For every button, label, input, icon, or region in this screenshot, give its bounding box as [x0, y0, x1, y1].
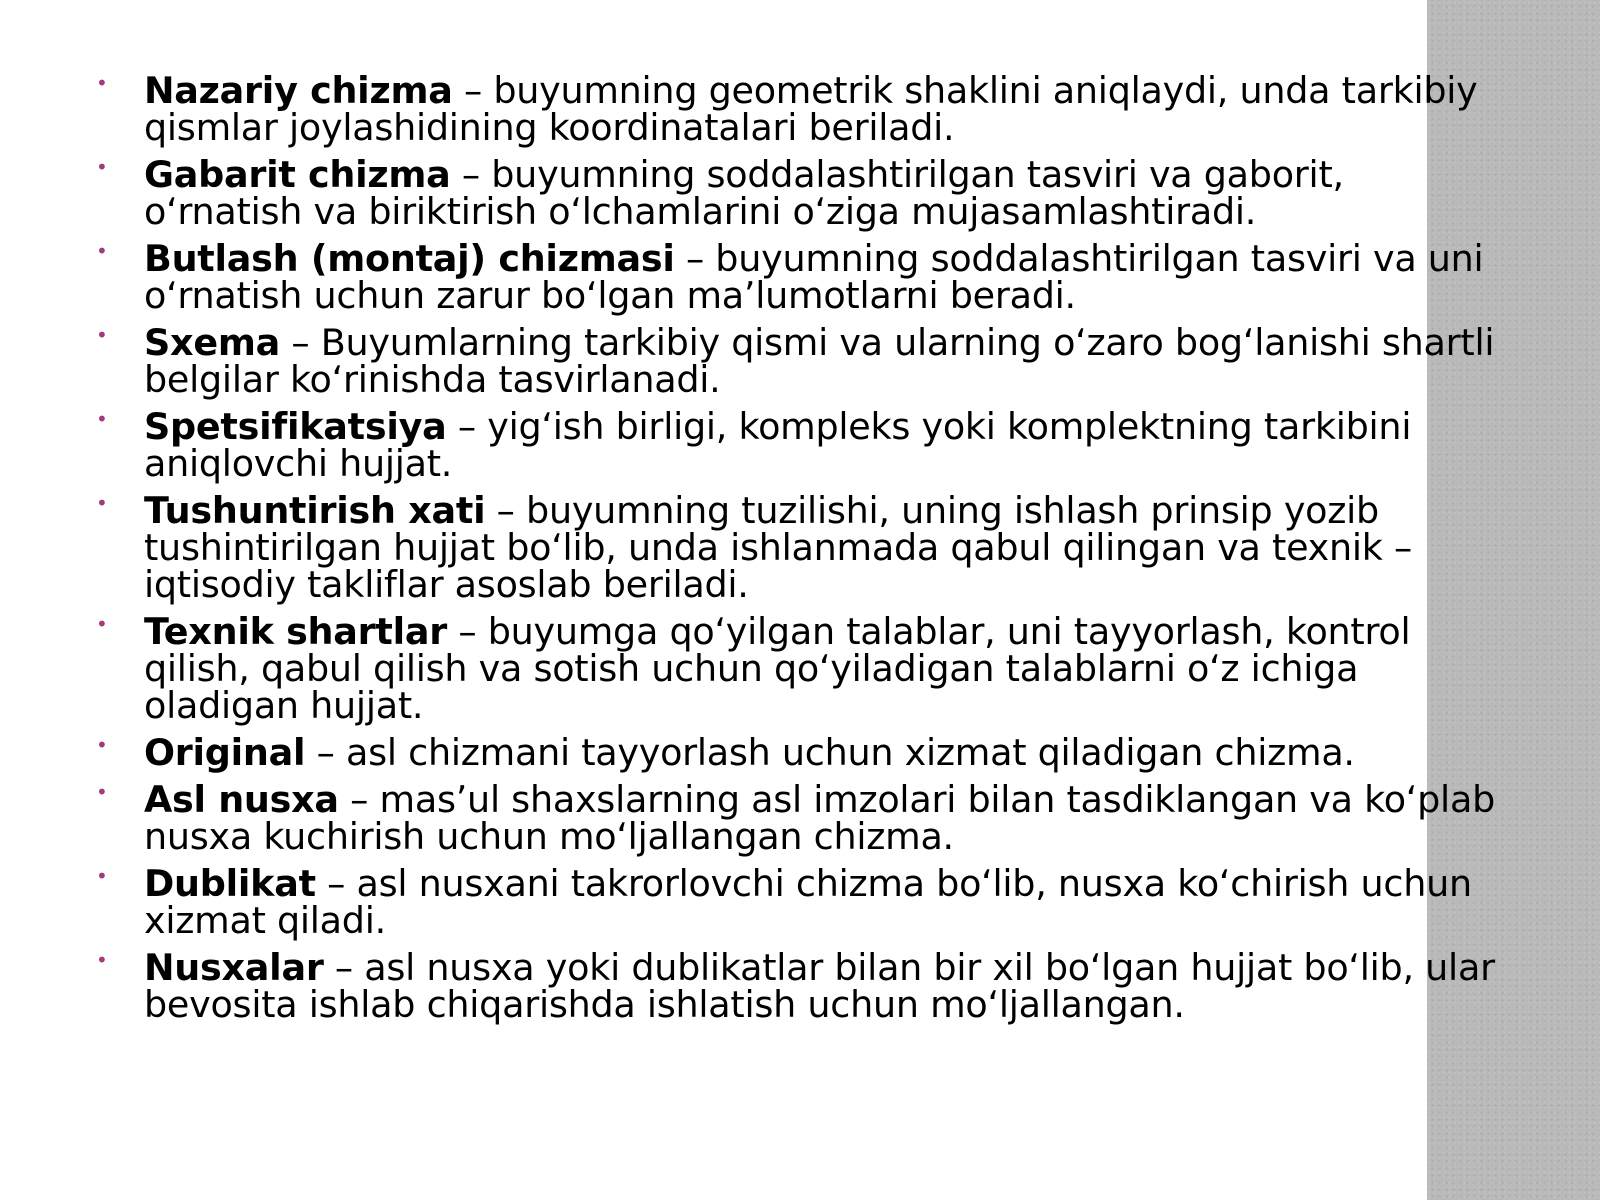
bullet-icon: • [96, 780, 108, 804]
definition-text: – asl nusxa yoki dublikatlar bilan bir xil boʻlgan hujjat boʻlib, ular bevosita ishlab chiqarishda ishlatish uchun moʻljallangan. [144, 946, 1495, 1026]
term: Nusxalar [144, 946, 324, 989]
definition-text: – buyumning geometrik shaklini aniqlaydi, unda tarkibiy qismlar joylashidining koordinatalari beriladi. [144, 69, 1478, 149]
definition-item [92, 946, 1512, 1026]
definition-item [92, 778, 1512, 858]
definition-item [92, 489, 1512, 606]
slide-content [92, 69, 1512, 1033]
definition-item [92, 237, 1512, 317]
bullet-icon: • [96, 733, 108, 757]
bullet-icon: • [96, 323, 108, 347]
definition-text: – Buyumlarning tarkibiy qismi va ularning oʻzaro bogʻlanishi shartli belgilar koʻrinishda tasvirlanadi. [144, 321, 1495, 401]
term: Butlash (montaj) chizmasi [144, 237, 675, 280]
definition-item [92, 321, 1512, 401]
definition-text: – buyumning soddalashtirilgan tasviri va uni oʻrnatish uchun zarur boʻlgan maʼlumotlarni beradi. [144, 237, 1484, 317]
term: Tushuntirish xati [144, 489, 486, 532]
definition-text: – asl chizmani tayyorlash uchun xizmat qiladigan chizma. [305, 731, 1355, 774]
bullet-icon: • [96, 864, 108, 888]
definition-item [92, 610, 1512, 727]
bullet-icon: • [96, 407, 108, 431]
definition-item [92, 69, 1512, 149]
bullet-icon: • [96, 491, 108, 515]
definition-item [92, 153, 1512, 233]
definition-item [92, 731, 1512, 774]
bullet-icon: • [96, 612, 108, 636]
term: Spetsifikatsiya [144, 405, 447, 448]
definition-item [92, 405, 1512, 485]
definition-text: – masʼul shaxslarning asl imzolari bilan tasdiklangan va koʻplab nusxa kuchirish uchun moʻljallangan chizma. [144, 778, 1495, 858]
bullet-icon: • [96, 239, 108, 263]
term: Nazariy chizma [144, 69, 453, 112]
term: Dublikat [144, 862, 316, 905]
definition-text: – buyumning soddalashtirilgan tasviri va gaborit, oʻrnatish va biriktirish oʻlchamlarini oʻziga mujasamlashtiradi. [144, 153, 1344, 233]
definition-text: – asl nusxani takrorlovchi chizma boʻlib, nusxa koʻchirish uchun xizmat qiladi. [144, 862, 1472, 942]
term: Asl nusxa [144, 778, 339, 821]
term: Gabarit chizma [144, 153, 451, 196]
definition-list [92, 69, 1512, 1026]
bullet-icon: • [96, 155, 108, 179]
definition-text: – buyumga qoʻyilgan talablar, uni tayyorlash, kontrol qilish, qabul qilish va sotish uchun qoʻyiladigan talablarni oʻz ichiga oladigan hujjat. [144, 610, 1411, 727]
term: Texnik shartlar [144, 610, 448, 653]
definition-text: – yigʻish birligi, kompleks yoki komplektning tarkibini aniqlovchi hujjat. [144, 405, 1412, 485]
term: Original [144, 731, 306, 774]
definition-text: – buyumning tuzilishi, uning ishlash prinsip yozib tushintirilgan hujjat boʻlib, unda ishlanmada qabul qilingan va texnik – iqtisodiy takliflar asoslab beriladi. [144, 489, 1413, 606]
bullet-icon: • [96, 948, 108, 972]
bullet-icon: • [96, 71, 108, 95]
term: Sxema [144, 321, 280, 364]
definition-item [92, 862, 1512, 942]
